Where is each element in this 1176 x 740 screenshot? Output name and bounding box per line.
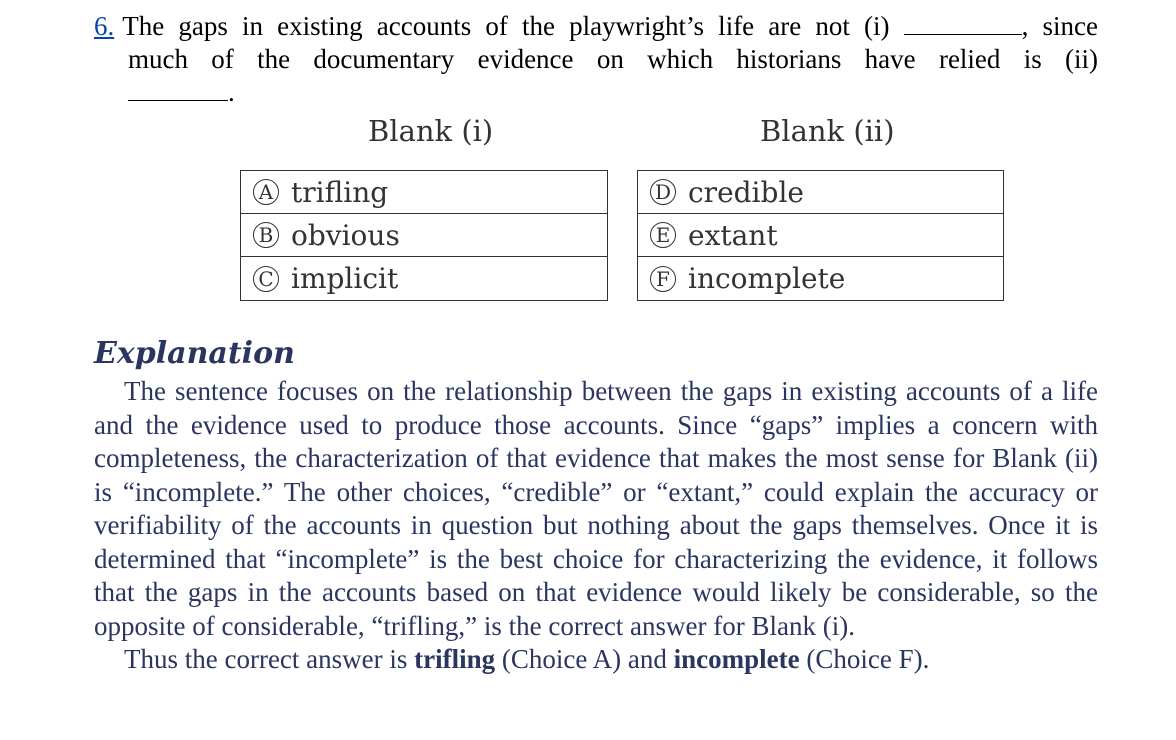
- explanation-body: [94, 375, 1098, 677]
- answer-suffix: (Choice F).: [799, 644, 930, 674]
- choice-c-letter: C: [253, 266, 279, 292]
- blank-i-choices: [240, 170, 608, 301]
- answer-prefix: Thus the correct answer is: [124, 644, 415, 674]
- choice-b[interactable]: [241, 214, 607, 257]
- choice-c[interactable]: [241, 257, 607, 300]
- choice-e[interactable]: [638, 214, 1003, 257]
- choice-f[interactable]: [638, 257, 1003, 300]
- choice-d-text: credible: [688, 175, 804, 209]
- blank-ii-line: [128, 78, 228, 101]
- answer-blank-i: trifling: [414, 644, 496, 674]
- blank-ii-choices: [637, 170, 1004, 301]
- blank-i-heading: Blank (i): [368, 114, 494, 148]
- answer-mid: (Choice A) and: [495, 644, 674, 674]
- question-text-part-1: The gaps in existing accounts of the playwright’s life are not (i): [122, 11, 890, 41]
- question-line-1: [94, 10, 1098, 43]
- choice-f-text: incomplete: [688, 262, 846, 295]
- choice-a[interactable]: [241, 171, 607, 214]
- choice-a-text: trifling: [291, 175, 389, 209]
- choice-c-text: implicit: [291, 262, 399, 295]
- choice-e-letter: E: [650, 222, 676, 248]
- question-line-2: much of the documentary evidence on which historians have relied is (ii): [128, 44, 1098, 74]
- question-number-link[interactable]: 6.: [94, 11, 115, 41]
- choice-a-letter: A: [253, 179, 279, 205]
- explanation-heading: Explanation: [94, 336, 295, 371]
- explanation-paragraph: The sentence focuses on the relationship between the gaps in existing accounts of a life and the evidence used to produce those accounts. Since “gaps” implies a concern with completeness, the characterization of that evidence that makes the most sense for Blank (ii) is “incomplete.” The other choices, “credible” or “extant,” could explain the accuracy or verifiability of the accounts in question but nothing about the gaps themselves. Once it is determined that “incomplete” is the best choice for characterizing the evidence, it follows that the gaps in the accounts based on that evidence would likely be considerable, so the opposite of considerable, “trifling,” is the correct answer for Blank (i).: [94, 376, 1098, 641]
- choice-d-letter: D: [650, 179, 676, 205]
- choice-b-text: obvious: [291, 218, 400, 252]
- choice-d[interactable]: [638, 171, 1003, 214]
- choice-b-letter: B: [253, 222, 279, 248]
- question-line-3: [94, 76, 1098, 109]
- answer-sentence: [94, 643, 1098, 677]
- question-text-part-1-end: , since: [1021, 11, 1099, 41]
- blank-i-line: [904, 12, 1022, 35]
- blank-ii-heading: Blank (ii): [760, 114, 895, 148]
- answer-blank-ii: incomplete: [673, 644, 800, 674]
- question-end-period: .: [228, 77, 235, 107]
- choice-e-text: extant: [688, 218, 778, 252]
- question-text: [94, 10, 1098, 109]
- choice-f-letter: F: [650, 266, 676, 292]
